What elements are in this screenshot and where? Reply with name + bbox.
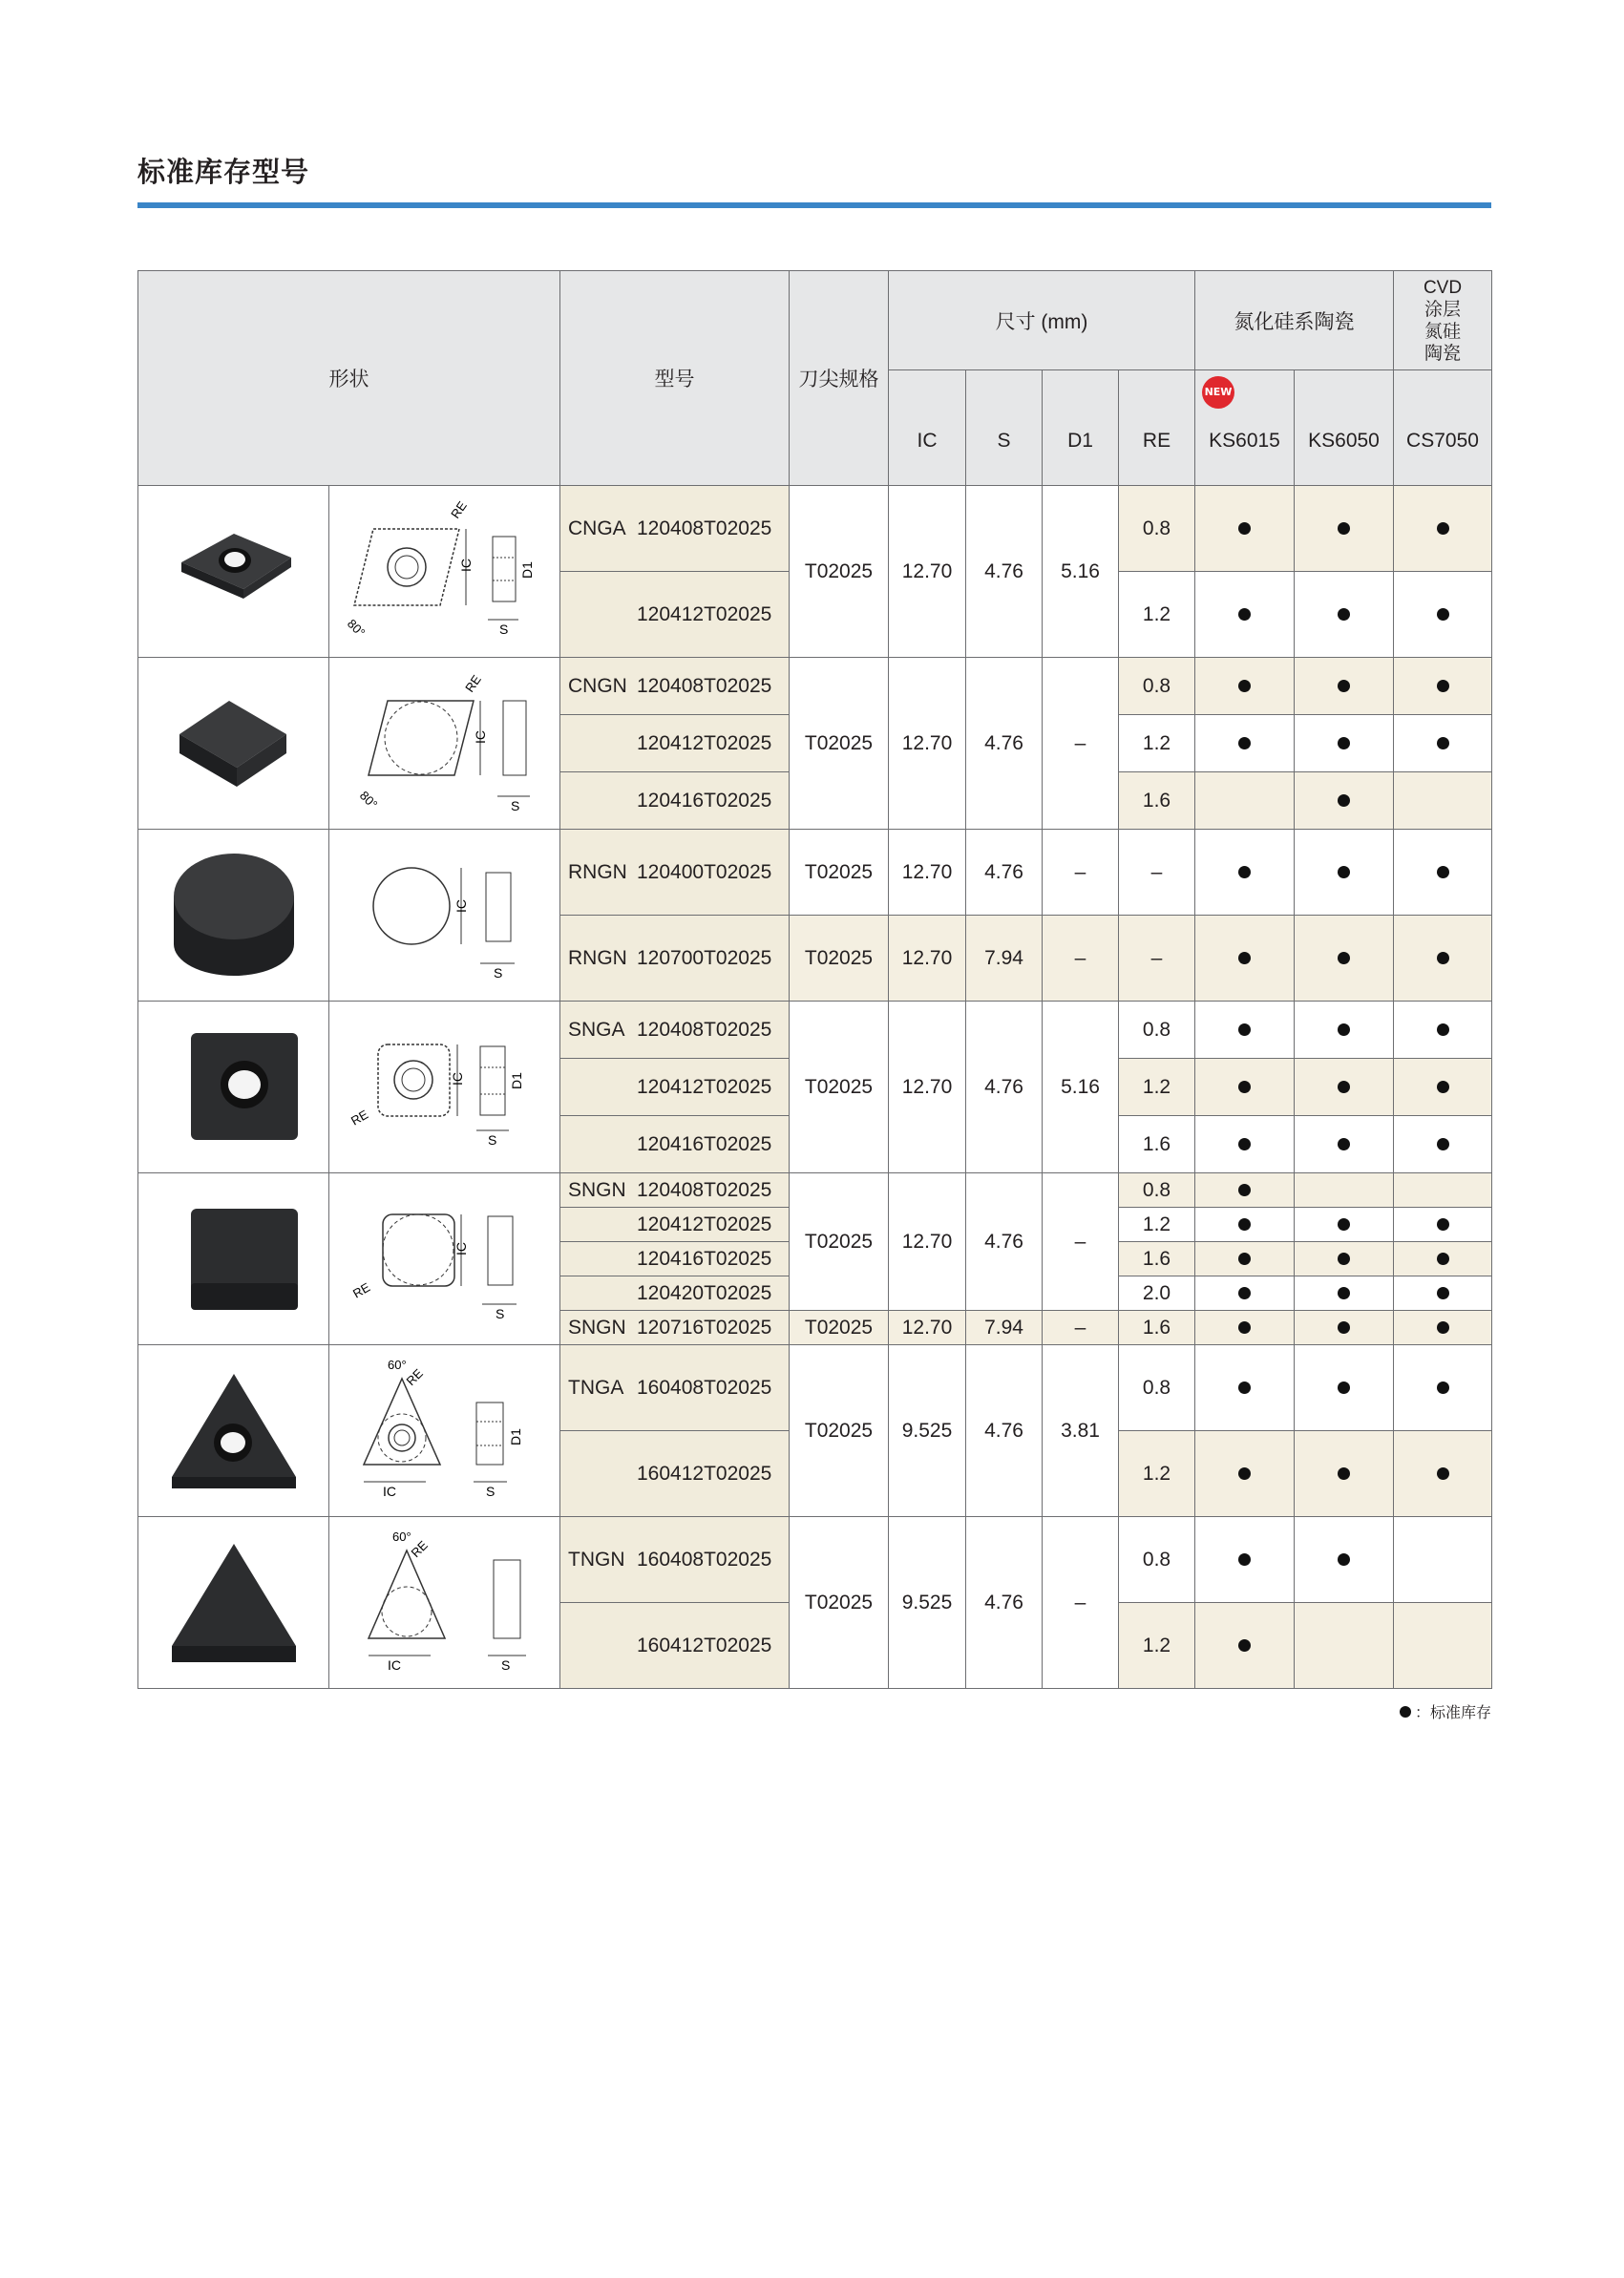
- insert-photo-cnga: [138, 486, 329, 658]
- ic-value: 9.525: [889, 1517, 966, 1689]
- stock-dot: [1238, 1321, 1251, 1334]
- drawing-label: 60°: [391, 1529, 411, 1544]
- stock-cell: [1195, 1059, 1295, 1116]
- d1-value: 5.16: [1043, 1002, 1119, 1173]
- stock-dot: [1238, 1467, 1251, 1480]
- stock-dot: [1437, 1467, 1449, 1480]
- model-cell: [560, 1208, 790, 1242]
- edge-spec: T02025: [790, 1311, 889, 1345]
- s-value: 4.76: [966, 1173, 1043, 1311]
- stock-dot: [1238, 1023, 1251, 1036]
- stock-cell: [1394, 1603, 1492, 1689]
- ic-value: 12.70: [889, 658, 966, 830]
- drawing-label: 80°: [344, 616, 368, 640]
- model-cell: [560, 1276, 790, 1311]
- model-code: 160412T02025: [637, 1634, 772, 1656]
- header-d1: D1: [1043, 370, 1119, 486]
- drawing-label: RE: [403, 1365, 426, 1388]
- drawing-label: D1: [508, 1071, 524, 1089]
- stock-dot: [1437, 737, 1449, 749]
- header-ic: IC: [889, 370, 966, 486]
- cvd-line: 涂层: [1424, 299, 1461, 320]
- edge-spec: T02025: [790, 1345, 889, 1517]
- stock-dot: [1338, 680, 1350, 692]
- header-size-group: 尺寸 (mm): [889, 271, 1195, 370]
- model-cell: [560, 772, 790, 830]
- stock-cell: [1295, 1345, 1394, 1431]
- insert-photo-cngn: [138, 658, 329, 830]
- d1-value: –: [1043, 1311, 1119, 1345]
- drawing-label: S: [485, 1483, 495, 1499]
- stock-cell: [1295, 1517, 1394, 1603]
- re-value: 1.2: [1119, 715, 1195, 772]
- header-grade-ks6015: NEW KS6015: [1195, 370, 1295, 486]
- stock-dot: [1437, 1253, 1449, 1265]
- stock-dot: [1437, 608, 1449, 621]
- insert-drawing-sngn: [329, 1173, 560, 1345]
- edge-spec: T02025: [790, 916, 889, 1002]
- stock-cell: [1295, 1242, 1394, 1276]
- stock-cell: [1394, 1517, 1492, 1603]
- stock-dot: [1338, 1382, 1350, 1394]
- stock-cell: [1295, 1208, 1394, 1242]
- drawing-label: RE: [349, 1279, 372, 1301]
- model-code: 120408T02025: [637, 674, 772, 697]
- stock-dot: [1437, 1218, 1449, 1231]
- stock-dot: [1338, 737, 1350, 749]
- insert-drawing-cngn: [329, 658, 560, 830]
- model-code: 120412T02025: [637, 1075, 772, 1098]
- stock-dot: [1238, 1253, 1251, 1265]
- drawing-label: RE: [348, 1107, 370, 1128]
- drawing-label: S: [510, 797, 519, 813]
- drawing-label: S: [493, 964, 502, 981]
- stock-cell: [1195, 1116, 1295, 1173]
- d1-value: –: [1043, 1517, 1119, 1689]
- stock-cell: [1394, 658, 1492, 715]
- model-code: 120408T02025: [637, 1178, 772, 1201]
- stock-dot: [1338, 1253, 1350, 1265]
- re-value: 0.8: [1119, 1517, 1195, 1603]
- stock-dot: [1338, 1553, 1350, 1566]
- drawing-label: IC: [453, 1241, 469, 1255]
- model-code: 120700T02025: [637, 946, 772, 969]
- stock-cell: [1394, 1059, 1492, 1116]
- ic-value: 12.70: [889, 916, 966, 1002]
- insert-drawing-rngn: [329, 830, 560, 1002]
- stock-cell: [1295, 658, 1394, 715]
- series-label: TNGN: [568, 1548, 625, 1571]
- stock-cell: [1195, 1173, 1295, 1208]
- insert-drawing-tngn: [329, 1517, 560, 1689]
- stock-cell: [1295, 830, 1394, 916]
- s-value: 4.76: [966, 1002, 1043, 1173]
- stock-dot: [1238, 866, 1251, 878]
- stock-dot: [1238, 1553, 1251, 1566]
- stock-cell: [1195, 1276, 1295, 1311]
- title-rule: [137, 202, 1491, 208]
- stock-cell: [1295, 572, 1394, 658]
- stock-cell: [1195, 486, 1295, 572]
- re-value: 1.2: [1119, 1059, 1195, 1116]
- stock-dot: [1338, 1287, 1350, 1299]
- stock-cell: [1394, 830, 1492, 916]
- stock-cell: [1295, 1002, 1394, 1059]
- re-value: 1.2: [1119, 1431, 1195, 1517]
- s-value: 4.76: [966, 1517, 1043, 1689]
- stock-cell: [1295, 486, 1394, 572]
- legend-dot: [1400, 1706, 1411, 1718]
- stock-cell: [1195, 658, 1295, 715]
- model-cell: [560, 1116, 790, 1173]
- stock-cell: [1195, 1431, 1295, 1517]
- model-cell: [560, 1345, 790, 1431]
- model-cell: [560, 1311, 790, 1345]
- stock-cell: [1295, 772, 1394, 830]
- header-re: RE: [1119, 370, 1195, 486]
- stock-dot: [1437, 1023, 1449, 1036]
- edge-spec: T02025: [790, 658, 889, 830]
- series-label: RNGN: [568, 860, 627, 883]
- model-code: 120420T02025: [637, 1281, 772, 1304]
- ic-value: 9.525: [889, 1345, 966, 1517]
- stock-dot: [1238, 1184, 1251, 1196]
- drawing-label: S: [500, 1656, 510, 1673]
- drawing-label: D1: [507, 1427, 523, 1445]
- series-label: TNGA: [568, 1376, 624, 1399]
- insert-photo-snga: [138, 1002, 329, 1173]
- stock-dot: [1338, 1081, 1350, 1093]
- cvd-line: 氮硅: [1424, 321, 1461, 342]
- stock-dot: [1437, 1081, 1449, 1093]
- stock-cell: [1295, 715, 1394, 772]
- stock-cell: [1295, 1059, 1394, 1116]
- re-value: 1.6: [1119, 1116, 1195, 1173]
- header-grade-cs7050: CS7050: [1394, 370, 1492, 486]
- stock-dot: [1437, 1287, 1449, 1299]
- model-code: 120416T02025: [637, 1132, 772, 1155]
- d1-value: –: [1043, 830, 1119, 916]
- re-value: 1.2: [1119, 1603, 1195, 1689]
- stock-cell: [1394, 1276, 1492, 1311]
- drawing-label: S: [487, 1131, 496, 1148]
- stock-dot: [1238, 952, 1251, 964]
- insert-photo-tnga: [138, 1345, 329, 1517]
- model-cell: [560, 486, 790, 572]
- series-label: CNGA: [568, 517, 626, 539]
- series-label: SNGA: [568, 1018, 625, 1041]
- ic-value: 12.70: [889, 486, 966, 658]
- header-shape: 形状: [138, 271, 560, 486]
- model-cell: [560, 1603, 790, 1689]
- stock-dot: [1437, 1382, 1449, 1394]
- model-code: 120400T02025: [637, 860, 772, 883]
- ic-value: 12.70: [889, 830, 966, 916]
- model-cell: [560, 830, 790, 916]
- new-badge: NEW: [1202, 376, 1234, 409]
- stock-cell: [1394, 1242, 1492, 1276]
- re-value: –: [1119, 916, 1195, 1002]
- model-cell: [560, 1242, 790, 1276]
- series-label: SNGN: [568, 1178, 626, 1201]
- s-value: 7.94: [966, 1311, 1043, 1345]
- drawing-label: 60°: [387, 1357, 407, 1372]
- re-value: 2.0: [1119, 1276, 1195, 1311]
- stock-dot: [1238, 1138, 1251, 1150]
- re-value: 1.2: [1119, 572, 1195, 658]
- model-cell: [560, 658, 790, 715]
- header-model: 型号: [560, 271, 790, 486]
- stock-cell: [1195, 830, 1295, 916]
- drawing-label: IC: [453, 898, 469, 913]
- re-value: 0.8: [1119, 486, 1195, 572]
- stock-dot: [1338, 1138, 1350, 1150]
- stock-cell: [1195, 1242, 1295, 1276]
- model-cell: [560, 1059, 790, 1116]
- model-code: 160412T02025: [637, 1462, 772, 1485]
- model-code: 120412T02025: [637, 602, 772, 625]
- stock-dot: [1238, 1081, 1251, 1093]
- model-cell: [560, 1173, 790, 1208]
- stock-dot: [1238, 1218, 1251, 1231]
- stock-cell: [1195, 572, 1295, 658]
- stock-cell: [1195, 1208, 1295, 1242]
- re-value: 0.8: [1119, 1002, 1195, 1059]
- stock-cell: [1195, 1002, 1295, 1059]
- model-cell: [560, 916, 790, 1002]
- re-value: 1.6: [1119, 1311, 1195, 1345]
- s-value: 4.76: [966, 486, 1043, 658]
- stock-cell: [1394, 486, 1492, 572]
- drawing-label: 80°: [356, 788, 380, 812]
- stock-cell: [1295, 1173, 1394, 1208]
- header-s: S: [966, 370, 1043, 486]
- d1-value: –: [1043, 916, 1119, 1002]
- stock-dot: [1238, 1639, 1251, 1652]
- insert-drawing-cnga: [329, 486, 560, 658]
- stock-dot: [1238, 608, 1251, 621]
- series-label: CNGN: [568, 674, 627, 697]
- insert-drawing-tnga: [329, 1345, 560, 1517]
- re-value: 1.6: [1119, 772, 1195, 830]
- stock-cell: [1394, 715, 1492, 772]
- drawing-label: IC: [449, 1071, 465, 1086]
- drawing-label: D1: [518, 560, 535, 579]
- series-label: RNGN: [568, 946, 627, 969]
- stock-dot: [1338, 952, 1350, 964]
- re-value: 0.8: [1119, 1345, 1195, 1431]
- re-value: –: [1119, 830, 1195, 916]
- s-value: 7.94: [966, 916, 1043, 1002]
- stock-dot: [1238, 680, 1251, 692]
- stock-cell: [1394, 1345, 1492, 1431]
- edge-spec: T02025: [790, 1002, 889, 1173]
- legend: [1400, 1700, 1491, 1722]
- stock-dot: [1338, 522, 1350, 535]
- re-value: 0.8: [1119, 1173, 1195, 1208]
- drawing-label: IC: [382, 1483, 396, 1499]
- stock-cell: [1394, 1002, 1492, 1059]
- stock-cell: [1394, 1116, 1492, 1173]
- stock-cell: [1394, 572, 1492, 658]
- ic-value: 12.70: [889, 1311, 966, 1345]
- model-code: 160408T02025: [637, 1548, 772, 1571]
- stock-dot: [1338, 866, 1350, 878]
- stock-cell: [1195, 1603, 1295, 1689]
- stock-table: [137, 270, 1492, 1689]
- drawing-label: IC: [472, 729, 488, 744]
- s-value: 4.76: [966, 658, 1043, 830]
- stock-dot: [1338, 1023, 1350, 1036]
- insert-photo-tngn: [138, 1517, 329, 1689]
- model-code: 120412T02025: [637, 731, 772, 754]
- model-code: 120416T02025: [637, 1247, 772, 1270]
- cvd-line: 陶瓷: [1424, 343, 1461, 364]
- stock-dot: [1238, 737, 1251, 749]
- header-sin-group: 氮化硅系陶瓷: [1195, 271, 1394, 370]
- model-cell: [560, 715, 790, 772]
- stock-cell: [1195, 1345, 1295, 1431]
- model-cell: [560, 1002, 790, 1059]
- stock-cell: [1295, 916, 1394, 1002]
- s-value: 4.76: [966, 830, 1043, 916]
- model-cell: [560, 1431, 790, 1517]
- stock-cell: [1295, 1276, 1394, 1311]
- stock-dot: [1338, 608, 1350, 621]
- insert-photo-rngn: [138, 830, 329, 1002]
- ic-value: 12.70: [889, 1173, 966, 1311]
- model-code: 120416T02025: [637, 789, 772, 812]
- stock-dot: [1437, 866, 1449, 878]
- model-cell: [560, 1517, 790, 1603]
- page-title: 标准库存型号: [137, 156, 310, 188]
- stock-dot: [1338, 1321, 1350, 1334]
- model-cell: [560, 572, 790, 658]
- d1-value: –: [1043, 1173, 1119, 1311]
- series-label: SNGN: [568, 1316, 626, 1339]
- drawing-label: S: [498, 621, 508, 637]
- drawing-label: RE: [408, 1537, 431, 1560]
- insert-photo-sngn: [138, 1173, 329, 1345]
- re-value: 0.8: [1119, 658, 1195, 715]
- stock-dot: [1338, 1467, 1350, 1480]
- legend-text: ：标准库存: [1414, 1703, 1491, 1721]
- stock-cell: [1295, 1116, 1394, 1173]
- stock-dot: [1437, 680, 1449, 692]
- insert-drawing-snga: [329, 1002, 560, 1173]
- d1-value: 3.81: [1043, 1345, 1119, 1517]
- s-value: 4.76: [966, 1345, 1043, 1517]
- stock-dot: [1437, 1321, 1449, 1334]
- ic-value: 12.70: [889, 1002, 966, 1173]
- stock-cell: [1295, 1311, 1394, 1345]
- stock-cell: [1195, 1311, 1295, 1345]
- model-code: 120408T02025: [637, 1018, 772, 1041]
- stock-cell: [1195, 715, 1295, 772]
- stock-cell: [1394, 916, 1492, 1002]
- drawing-label: RE: [461, 671, 484, 695]
- re-value: 1.6: [1119, 1242, 1195, 1276]
- header-cvd-group: [1394, 271, 1492, 370]
- stock-dot: [1437, 952, 1449, 964]
- stock-dot: [1338, 1218, 1350, 1231]
- drawing-label: IC: [387, 1656, 401, 1673]
- stock-cell: [1195, 1517, 1295, 1603]
- stock-cell: [1394, 1173, 1492, 1208]
- model-code: 120412T02025: [637, 1213, 772, 1235]
- edge-spec: T02025: [790, 1517, 889, 1689]
- stock-cell: [1394, 772, 1492, 830]
- model-code: 120408T02025: [637, 517, 772, 539]
- drawing-label: S: [495, 1305, 504, 1321]
- stock-dot: [1238, 522, 1251, 535]
- model-code: 160408T02025: [637, 1376, 772, 1399]
- stock-cell: [1295, 1603, 1394, 1689]
- stock-dot: [1437, 1138, 1449, 1150]
- drawing-label: IC: [457, 558, 474, 572]
- edge-spec: T02025: [790, 486, 889, 658]
- stock-cell: [1394, 1311, 1492, 1345]
- header-grade-ks6050: KS6050: [1295, 370, 1394, 486]
- edge-spec: T02025: [790, 1173, 889, 1311]
- header-edge-spec: 刀尖规格: [790, 271, 889, 486]
- drawing-label: RE: [447, 497, 470, 521]
- stock-cell: [1295, 1431, 1394, 1517]
- d1-value: –: [1043, 658, 1119, 830]
- model-code: 120716T02025: [637, 1316, 772, 1339]
- stock-cell: [1195, 916, 1295, 1002]
- stock-cell: [1195, 772, 1295, 830]
- stock-cell: [1394, 1431, 1492, 1517]
- stock-dot: [1238, 1382, 1251, 1394]
- stock-cell: [1394, 1208, 1492, 1242]
- d1-value: 5.16: [1043, 486, 1119, 658]
- edge-spec: T02025: [790, 830, 889, 916]
- re-value: 1.2: [1119, 1208, 1195, 1242]
- stock-dot: [1238, 1287, 1251, 1299]
- stock-dot: [1437, 522, 1449, 535]
- stock-dot: [1338, 794, 1350, 807]
- cvd-line: CVD: [1423, 277, 1463, 298]
